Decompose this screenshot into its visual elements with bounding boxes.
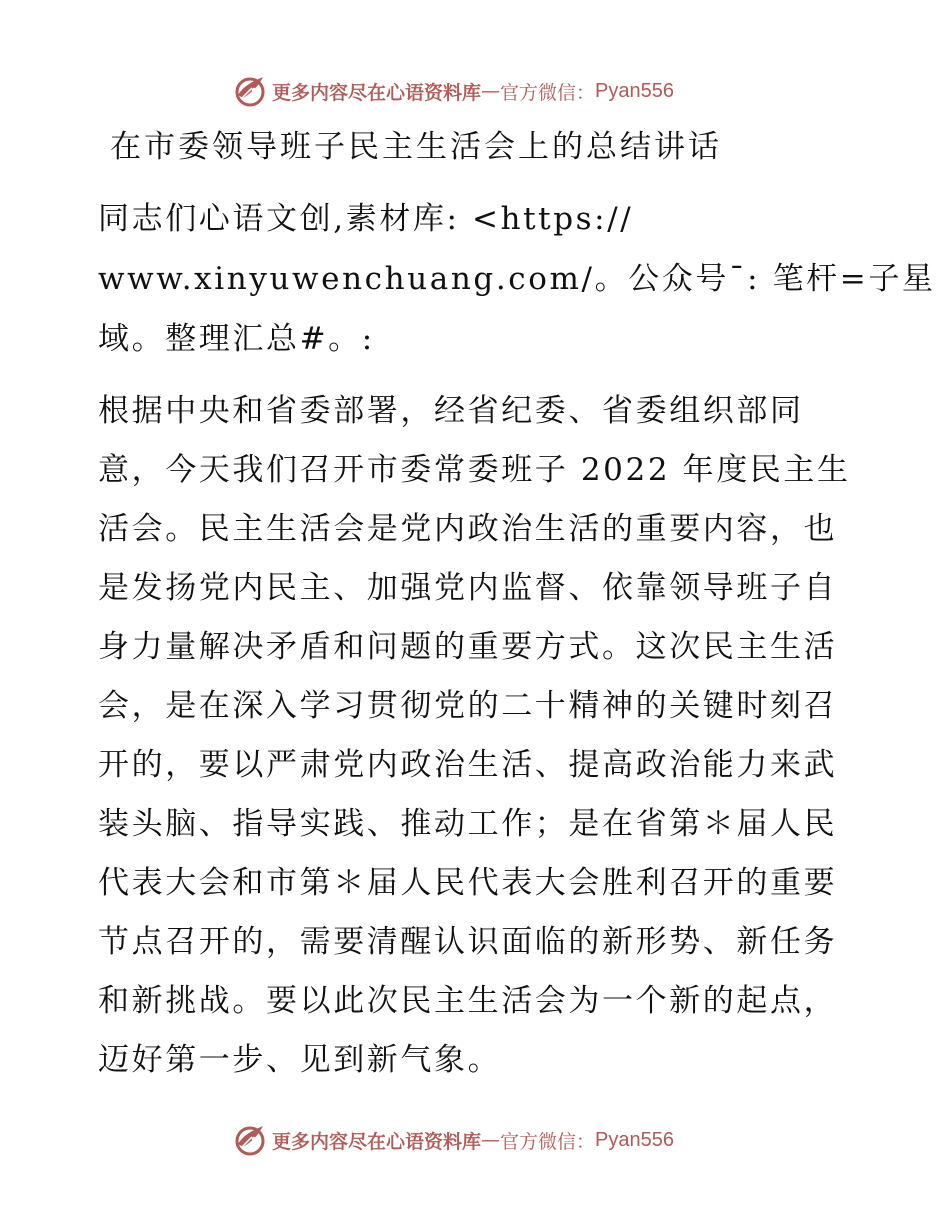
body-line-12: 迈好第一步、见到新气象。 (98, 1042, 502, 1078)
intro-line-3: 域。整理汇总#。: (98, 321, 375, 357)
body-line-10: 节点召开的，需要清醒认识面临的新形势、新任务 (98, 924, 838, 960)
banner-dash: — (481, 80, 501, 102)
body-line-7: 开的，要以严肃党内政治生活、提高政治能力来武 (98, 747, 838, 783)
banner-main-text: 更多内容尽在心语资料库 (272, 81, 482, 104)
body-line-4: 是发扬党内民主、加强党内监督、依靠领导班子自 (98, 570, 838, 606)
document-title: 在市委领导班子民主生活会上的总结讲话 (110, 129, 722, 165)
body-line-2: 意，今天我们召开市委常委班子 2022 年度民主生 (98, 452, 851, 488)
intro-line-2: www.xinyuwenchuang.com/。公众号¯: 笔杆=子星 (98, 261, 936, 297)
quill-pen-icon (232, 73, 268, 109)
body-line-8: 装头脑、指导实践、推动工作；是在省第＊届人民 (98, 806, 838, 842)
banner-wechat-label: 官方微信： (500, 1130, 596, 1153)
header-banner (232, 71, 674, 111)
banner-main-text: 更多内容尽在心语资料库 (272, 1130, 482, 1153)
body-line-11: 和新挑战。要以此次民主生活会为一个新的起点， (98, 983, 838, 1019)
footer-banner (232, 1120, 674, 1160)
banner-wechat-handle: Pyan556 (595, 1128, 674, 1151)
body-line-9: 代表大会和市第＊届人民代表大会胜利召开的重要 (98, 865, 838, 901)
body-line-1: 根据中央和省委部署，经省纪委、省委组织部同 (98, 393, 804, 429)
quill-pen-icon (232, 1122, 268, 1158)
body-line-6: 会，是在深入学习贯彻党的二十精神的关键时刻召 (98, 688, 838, 724)
banner-wechat-label: 官方微信： (500, 81, 596, 104)
body-line-5: 身力量解决矛盾和问题的重要方式。这次民主生活 (98, 629, 838, 665)
body-line-3: 活会。民主生活会是党内政治生活的重要内容，也 (98, 511, 838, 547)
banner-dash: — (481, 1129, 501, 1151)
banner-wechat-handle: Pyan556 (595, 79, 674, 102)
intro-line-1: 同志们心语文创,素材库: <https:// (98, 201, 634, 237)
